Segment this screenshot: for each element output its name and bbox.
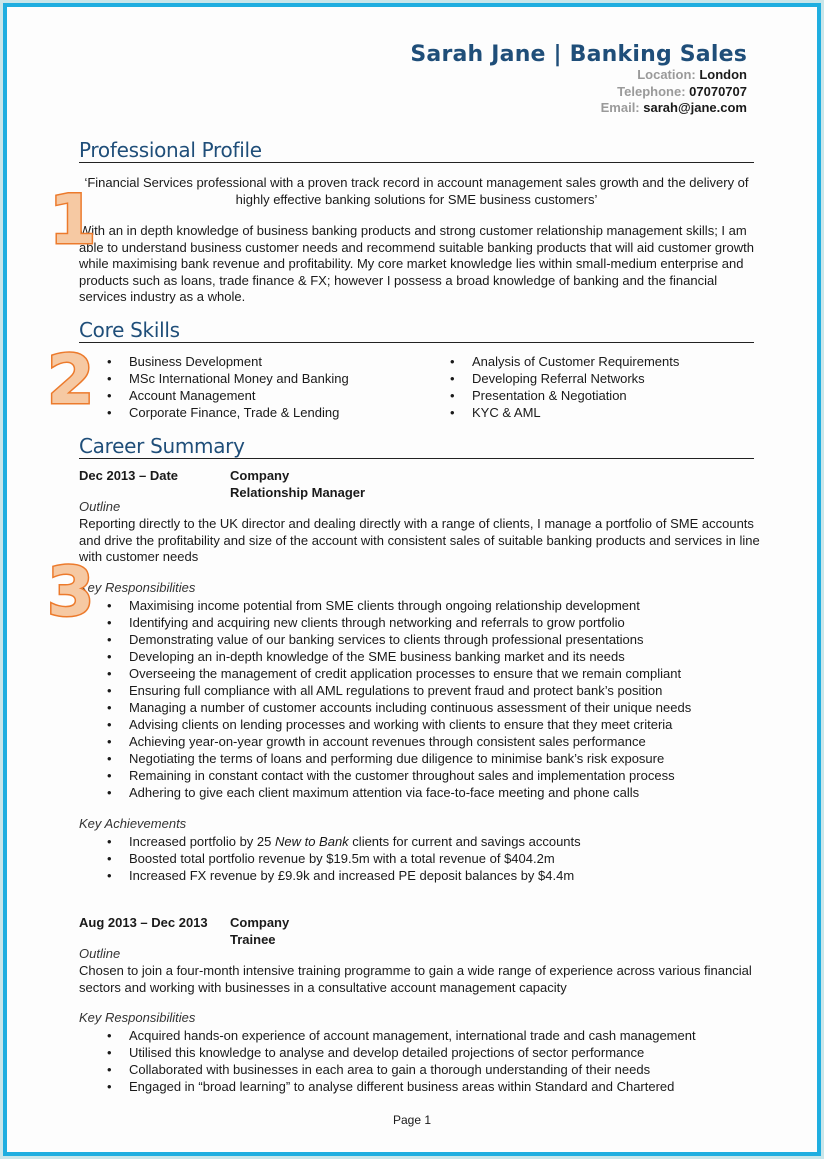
job-company: Company — [230, 468, 290, 483]
skill-item: • Account Management — [79, 387, 422, 404]
responsibility-item: • Collaborated with businesses in each area to gain a thorough understanding of their needs — [79, 1061, 769, 1078]
responsibility-item: • Adhering to give each client maximum attention via face-to-face meeting and phone calls — [79, 784, 769, 801]
contact-value: London — [699, 67, 747, 82]
name-title: Sarah Jane | Banking Sales — [410, 42, 747, 67]
achievement-item: • Boosted total portfolio revenue by $19.5m with a total revenue of $404.2m — [79, 850, 769, 867]
number-badge-2: 2 — [47, 341, 95, 420]
responsibility-item: • Remaining in constant contact with the customer throughout sales and implementation process — [79, 767, 769, 784]
responsibility-item: • Overseeing the management of credit application processes to ensure that we remain compliant — [79, 665, 769, 682]
skill-item: • KYC & AML — [422, 404, 679, 421]
skills-column-left — [79, 353, 422, 421]
achievements-list — [79, 833, 769, 884]
number-badge-3: 3 — [47, 553, 95, 632]
skill-item: • MSc International Money and Banking — [79, 370, 422, 387]
contact-email — [410, 100, 747, 117]
job-company: Company — [230, 915, 290, 930]
contact-label: Location: — [637, 67, 696, 82]
skill-item: • Analysis of Customer Requirements — [422, 353, 679, 370]
job-outline: Chosen to join a four-month intensive training programme to gain a wide range of experience across various financial sectors and working with businesses in a consultative account management capacity — [79, 963, 752, 995]
skill-item: • Presentation & Negotiation — [422, 387, 679, 404]
contact-label: Email: — [600, 100, 640, 115]
number-badge-1: 1 — [49, 181, 97, 260]
contact-value: sarah@jane.com — [643, 100, 747, 115]
responsibility-item: • Advising clients on lending processes and working with clients to ensure that they meet criteria — [79, 716, 769, 733]
responsibility-item: • Demonstrating value of our banking services to clients through professional presentations — [79, 631, 769, 648]
job-dates: Aug 2013 – Dec 2013 — [79, 915, 208, 930]
achievement-item — [79, 833, 769, 850]
skill-item: • Developing Referral Networks — [422, 370, 679, 387]
responsibilities-label: Key Responsibilities — [79, 1010, 196, 1025]
resume-header — [410, 42, 747, 117]
job-header — [79, 468, 365, 501]
skills-column-right — [422, 353, 679, 421]
section-heading-profile: Professional Profile — [79, 138, 754, 163]
contact-value: 07070707 — [689, 83, 747, 99]
document-frame — [3, 3, 821, 1156]
job-header — [79, 915, 289, 948]
section-heading-skills: Core Skills — [79, 318, 754, 343]
responsibility-item: • Maximising income potential from SME clients through ongoing relationship development — [79, 597, 769, 614]
outline-label: Outline — [79, 499, 121, 514]
profile-quote: ‘Financial Services professional with a proven track record in account management sales growth and the delivery of highly effective banking solutions for SME business customers’ — [84, 175, 749, 207]
contact-location — [410, 67, 747, 84]
responsibility-item: • Ensuring full compliance with all AML regulations to prevent fraud and protect bank’s position — [79, 682, 769, 699]
skill-item: • Business Development — [79, 353, 422, 370]
job-role: Relationship Manager — [230, 484, 366, 500]
skill-item: • Corporate Finance, Trade & Lending — [79, 404, 422, 421]
responsibility-item: • Identifying and acquiring new clients through networking and referrals to grow portfolio — [79, 614, 769, 631]
responsibilities-list — [79, 1027, 769, 1095]
achievement-text: Increased portfolio by 25 — [129, 834, 275, 849]
job-dates: Dec 2013 – Date — [79, 468, 179, 483]
resume-page — [7, 7, 817, 1152]
achievement-emphasis: New to Bank — [274, 834, 349, 849]
responsibility-item: • Acquired hands-on experience of account management, international trade and cash management — [79, 1027, 769, 1044]
achievements-label: Key Achievements — [79, 816, 187, 831]
achievement-text: clients for current and savings accounts — [348, 834, 581, 849]
profile-paragraph: With an in depth knowledge of business banking products and strong customer relationship management skills; I am able to understand business customer needs and recommend suitable banking products that will aid customer growth while maximising bank revenue and profitability. My core market knowledge lies within small-medium enterprise and products such as loans, trade finance & FX; however I possess a broad knowledge of banking and the financial services industry as a whole. — [79, 223, 754, 305]
page-number: Page 1 — [392, 1113, 432, 1127]
achievement-item: • Increased FX revenue by £9.9k and increased PE deposit balances by $4.4m — [79, 867, 769, 884]
responsibility-item: • Developing an in-depth knowledge of the SME business banking market and its needs — [79, 648, 769, 665]
responsibilities-label: Key Responsibilities — [79, 580, 196, 595]
responsibility-item: • Utilised this knowledge to analyse and develop detailed projections of sector performance — [79, 1044, 769, 1061]
skills-list — [79, 353, 759, 421]
responsibility-item: • Achieving year-on-year growth in account revenues through consistent sales performance — [79, 733, 769, 750]
contact-label: Telephone: — [617, 83, 686, 99]
responsibility-item: • Managing a number of customer accounts including continuous assessment of their unique needs — [79, 699, 769, 716]
responsibilities-list — [79, 597, 769, 801]
job-role: Trainee — [230, 931, 276, 947]
responsibility-item: • Engaged in “broad learning” to analyse different business areas within Standard and Chartered — [79, 1078, 769, 1095]
job-outline: Reporting directly to the UK director and dealing directly with a range of clients, I manage a portfolio of SME accounts and drive the profitability and size of the account with consistent sales of suitable banking products and services in line with customer needs — [79, 516, 760, 565]
section-heading-career: Career Summary — [79, 434, 754, 459]
outline-label: Outline — [79, 946, 121, 961]
contact-telephone — [410, 84, 747, 101]
responsibility-item: • Negotiating the terms of loans and performing due diligence to minimise bank’s risk exposure — [79, 750, 769, 767]
